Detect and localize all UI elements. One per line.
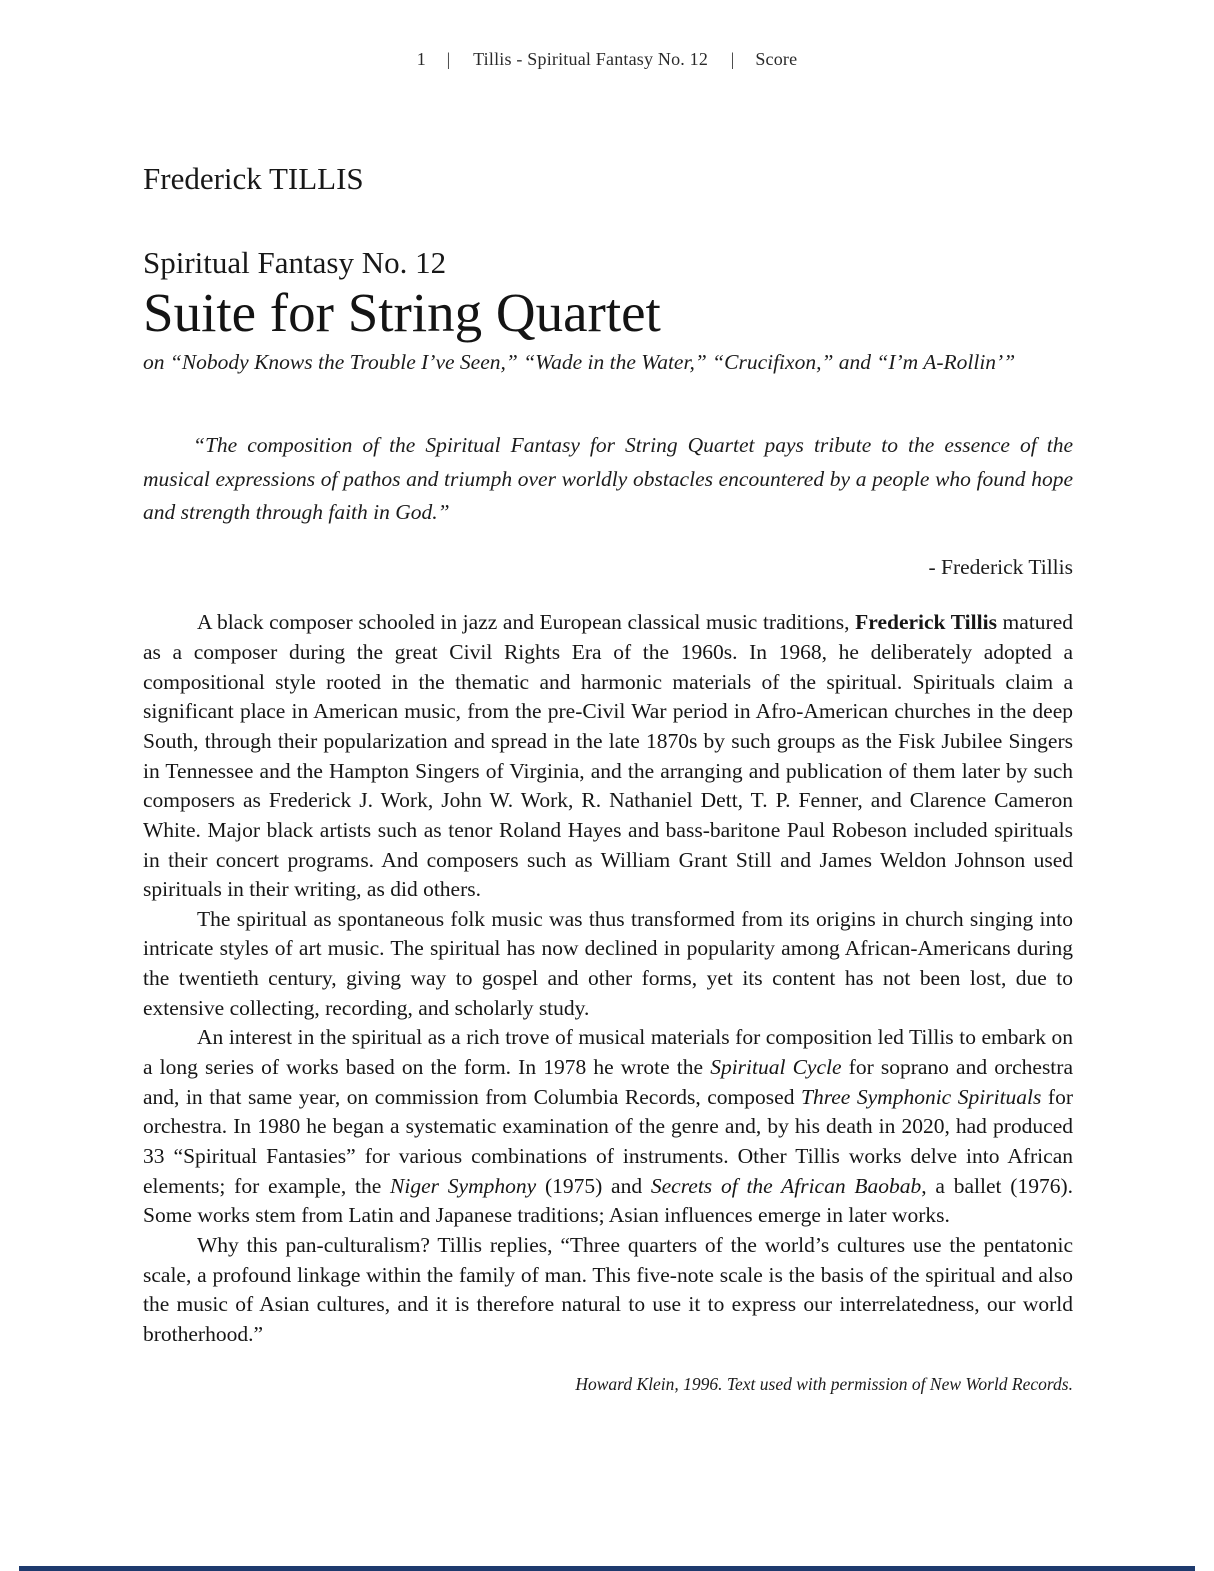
- bottom-accent-rule: [19, 1566, 1195, 1571]
- body-paragraphs: [143, 608, 1073, 1349]
- running-header: [0, 0, 1214, 70]
- paragraph: A black composer schooled in jazz and European classical music traditions, Frederick Tillis matured as a composer during the great Civil Rights Era of the 1960s. In 1968, he deliberately adopted a compositional style rooted in the thematic and harmonic materials of the spiritual. Spirituals claim a significant place in American music, from the pre-Civil War period in Afro-American churches in the deep South, through their popularization and spread in the late 1870s by such groups as the Fisk Jubilee Singers in Tennessee and the Hampton Singers of Virginia, and the arranging and publication of them later by such composers as Frederick J. Work, John W. Work, R. Nathaniel Dett, T. P. Fenner, and Clarence Cameron White. Major black artists such as tenor Roland Hayes and bass-baritone Paul Robeson included spirituals in their concert programs. And composers such as William Grant Still and James Weldon Johnson used spirituals in their writing, as did others.: [143, 610, 1073, 902]
- based-on-line: on “Nobody Knows the Trouble I’ve Seen,” “Wade in the Water,” “Crucifixon,” and “I’m A-Rollin’”: [143, 350, 1016, 375]
- work-title: Spiritual Fantasy No. 12: [143, 245, 447, 281]
- header-title: Tillis - Spiritual Fantasy No. 12: [473, 49, 709, 69]
- header-separator: |: [446, 49, 451, 69]
- credit-line: Howard Klein, 1996. Text used with permission of New World Records.: [575, 1373, 1073, 1394]
- work-subtitle: Suite for String Quartet: [143, 281, 661, 343]
- quote-attribution: - Frederick Tillis: [928, 555, 1073, 580]
- header-doc-type: Score: [755, 49, 798, 69]
- paragraph: Why this pan-culturalism? Tillis replies, “Three quarters of the world’s cultures use the pentatonic scale, a profound linkage within the family of man. This five-note scale is the basis of the spiritual and also the music of Asian cultures, and it is therefore natural to use it to express our interrelatedness, our world brotherhood.”: [143, 1233, 1073, 1347]
- paragraph: An interest in the spiritual as a rich trove of musical materials for composition led Tillis to embark on a long series of works based on the form. In 1978 he wrote the Spiritual Cycle for soprano and orchestra and, in that same year, on commission from Columbia Records, composed Three Symphonic Spirituals for orchestra. In 1980 he began a systematic examination of the genre and, by his death in 2020, had produced 33 “Spiritual Fantasies” for various combinations of instruments. Other Tillis works delve into African elements; for example, the Niger Symphony (1975) and Secrets of the African Baobab, a ballet (1976). Some works stem from Latin and Japanese traditions; Asian influences emerge in later works.: [143, 1025, 1073, 1228]
- page-number: 1: [416, 49, 426, 69]
- paragraph: The spiritual as spontaneous folk music was thus transformed from its origins in church singing into intricate styles of art music. The spiritual has now declined in popularity among African-Americans during the twentieth century, giving way to gospel and other forms, yet its content has not been lost, due to extensive collecting, recording, and scholarly study.: [143, 906, 1073, 1020]
- composer-name: Frederick TILLIS: [143, 161, 364, 196]
- header-separator: |: [730, 49, 735, 69]
- content-block: [143, 162, 1073, 1395]
- composer-quote: “The composition of the Spiritual Fantasy for String Quartet pays tribute to the essence of the musical expressions of pathos and triumph over worldly obstacles encountered by a people who found hope and strength through faith in God.”: [143, 433, 1073, 524]
